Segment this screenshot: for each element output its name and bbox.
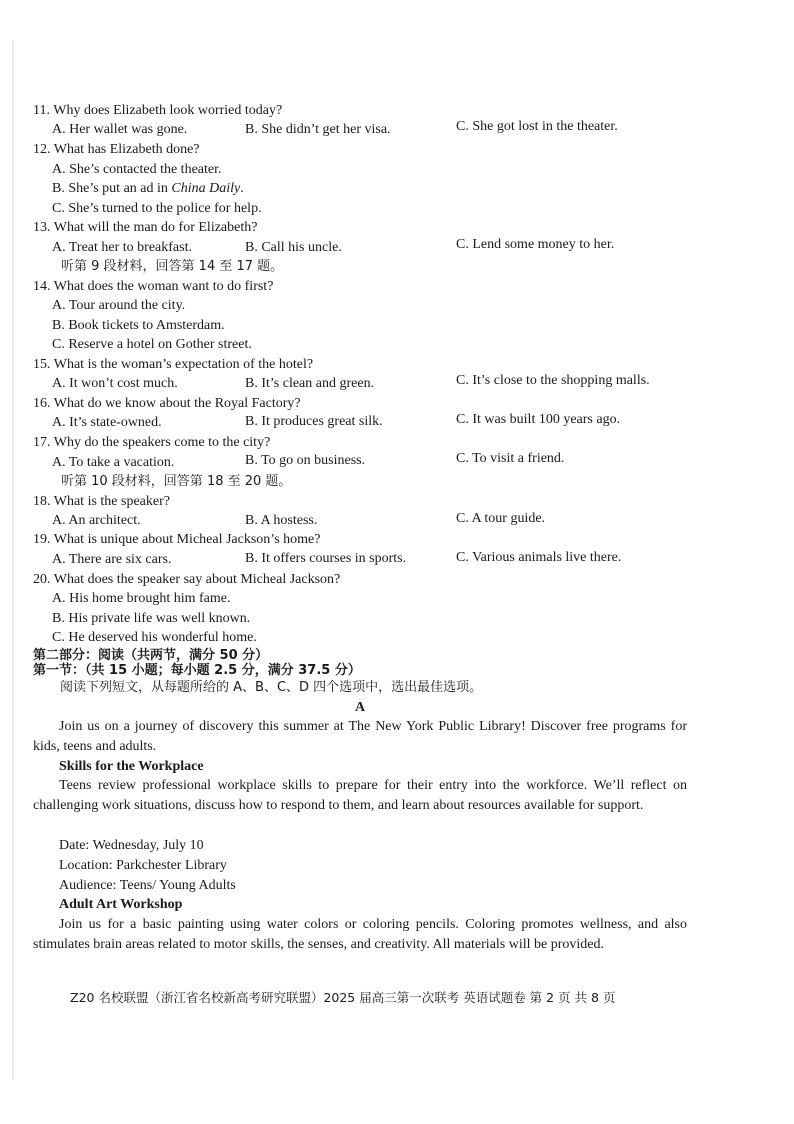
option-b: B. She didn’t get her visa. <box>245 122 391 137</box>
question-16-options <box>52 413 692 432</box>
option-a: A. Treat her to breakfast. <box>52 240 192 255</box>
option-a: A. It’s state-owned. <box>52 415 162 430</box>
question-13-stem: 13. What will the man do for Elizabeth? <box>33 220 258 235</box>
option-b: B. It’s clean and green. <box>245 376 375 391</box>
question-17-options <box>52 453 692 472</box>
question-11-stem: 11. Why does Elizabeth look worried today? <box>33 103 283 118</box>
listening-instruction-9: 听第 9 段材料，回答第 14 至 17 题。 <box>61 259 284 274</box>
section-2-title: 第二部分：阅读（共两节，满分 50 分） <box>33 648 269 663</box>
newspaper-name: China Daily <box>171 181 241 196</box>
option-b: B. Call his uncle. <box>245 240 342 255</box>
question-13-options <box>52 238 692 257</box>
reading-instruction: 阅读下列短文，从每题所给的 A、B、C、D 四个选项中，选出最佳选项。 <box>60 680 483 695</box>
event-audience: Audience: Teens/ Young Adults <box>59 878 236 893</box>
option-c: C. She got lost in the theater. <box>456 119 618 134</box>
question-14-stem: 14. What does the woman want to do first? <box>33 279 274 294</box>
question-20-stem: 20. What does the speaker say about Micheal Jackson? <box>33 572 341 587</box>
scan-edge <box>12 40 14 1080</box>
event-location: Location: Parkchester Library <box>59 858 227 873</box>
option-a: A. To take a vacation. <box>52 455 175 470</box>
option-b: B. It offers courses in sports. <box>245 551 407 566</box>
question-18-stem: 18. What is the speaker? <box>33 494 170 509</box>
section-2-part-1: 第一节：（共 15 小题；每小题 2.5 分，满分 37.5 分） <box>33 663 361 678</box>
option-b: B. His private life was well known. <box>52 611 251 626</box>
heading-adult-art: Adult Art Workshop <box>59 897 183 912</box>
option-b: B. It produces great silk. <box>245 414 383 429</box>
option-c: C. Various animals live there. <box>456 550 622 565</box>
option-a: A. She’s contacted the theater. <box>52 162 222 177</box>
question-16-stem: 16. What do we know about the Royal Factory? <box>33 396 301 411</box>
question-15-stem: 15. What is the woman’s expectation of the hotel? <box>33 357 314 372</box>
page-footer: Z20 名校联盟（浙江省名校新高考研究联盟）2025 届高三第一次联考 英语试题卷 第 2 页 共 8 页 <box>70 990 616 1005</box>
question-17-stem: 17. Why do the speakers come to the city? <box>33 435 271 450</box>
option-b-text: B. She’s put an ad in <box>52 181 172 196</box>
option-b: B. A hostess. <box>245 513 318 528</box>
option-a: A. Tour around the city. <box>52 298 186 313</box>
question-19-options <box>52 550 692 569</box>
option-a: A. His home brought him fame. <box>52 591 231 606</box>
option-c: C. Reserve a hotel on Gother street. <box>52 337 252 352</box>
event-date: Date: Wednesday, July 10 <box>59 838 204 853</box>
option-c: C. To visit a friend. <box>456 451 565 466</box>
option-b-end: . <box>240 181 244 196</box>
passage-label: A <box>355 700 366 715</box>
option-a: A. It won’t cost much. <box>52 376 178 391</box>
heading-skills-workplace: Skills for the Workplace <box>59 759 204 774</box>
option-a: A. There are six cars. <box>52 552 172 567</box>
listening-instruction-10: 听第 10 段材料，回答第 18 至 20 题。 <box>61 474 292 489</box>
option-c: C. Lend some money to her. <box>456 237 615 252</box>
option-c: C. It was built 100 years ago. <box>456 412 621 427</box>
option-c: C. A tour guide. <box>456 511 546 526</box>
paragraph-art: Join us for a basic painting using water colors or coloring pencils. Coloring promotes wellness, and also stimulates brain areas related to motor skills, the senses, and creativity. All materials will be provided. <box>33 917 687 952</box>
option-b: B. To go on business. <box>245 453 366 468</box>
option-c: C. He deserved his wonderful home. <box>52 630 257 645</box>
question-15-options <box>52 374 692 393</box>
option-a: A. An architect. <box>52 513 141 528</box>
option-c: C. She’s turned to the police for help. <box>52 201 262 216</box>
option-a: A. Her wallet was gone. <box>52 122 188 137</box>
question-11-options <box>52 120 692 139</box>
passage-intro: Join us on a journey of discovery this summer at The New York Public Library! Discover free programs for kids, teens and adults. <box>33 719 687 754</box>
question-19-stem: 19. What is unique about Micheal Jackson’s home? <box>33 532 321 547</box>
question-12-stem: 12. What has Elizabeth done? <box>33 142 200 157</box>
question-18-options <box>52 511 692 530</box>
paragraph-skills: Teens review professional workplace skills to prepare for their entry into the workforce. We’ll reflect on challenging work situations, discuss how to respond to them, and learn about resources available for support. <box>33 778 687 813</box>
option-c: C. It’s close to the shopping malls. <box>456 373 650 388</box>
option-b: B. Book tickets to Amsterdam. <box>52 318 225 333</box>
option-b <box>52 179 244 198</box>
